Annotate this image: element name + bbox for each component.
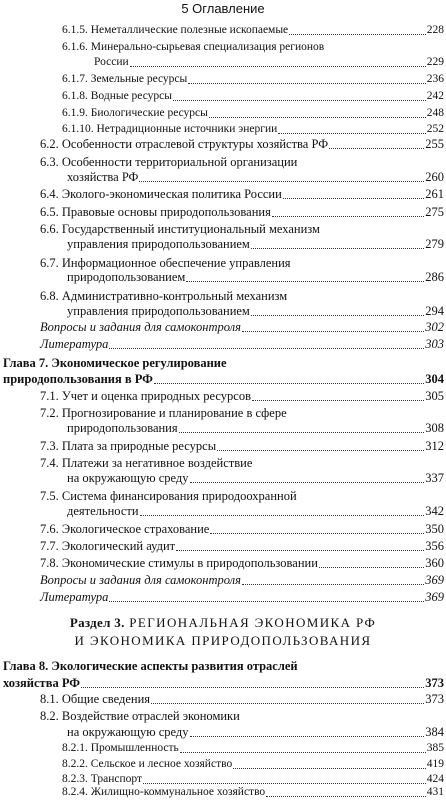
entry-title: Литература — [40, 590, 109, 604]
entry-title: Правовые основы природопользования — [61, 205, 271, 219]
entry-page: 229 — [426, 56, 444, 68]
toc-entry-literature — [40, 590, 444, 605]
entry-number: 8.2.4. — [62, 786, 88, 798]
entry-title: Вопросы и задания для самоконтроля — [40, 573, 241, 587]
toc-entry — [62, 106, 444, 121]
entry-title: Неметаллические полезные ископаемые — [90, 24, 289, 36]
entry-title-cont: на окружающую среду — [67, 471, 189, 485]
entry-page: 255 — [425, 137, 444, 151]
entry-page: 252 — [426, 123, 444, 135]
entry-title: Общие сведения — [61, 692, 151, 706]
toc-entry-continuation — [67, 304, 444, 319]
entry-number: 6.6. — [40, 222, 59, 236]
entry-number: 7.2. — [40, 406, 59, 420]
section-title-line2: И ЭКОНОМИКА ПРИРОДОПОЛЬЗОВАНИЯ — [74, 633, 372, 648]
entry-number: 7.4. — [40, 456, 59, 470]
toc-entry — [40, 205, 444, 220]
entry-page: 431 — [426, 786, 444, 798]
entry-number: 8.2.2. — [62, 758, 88, 770]
entry-title: Экологическое страхование — [61, 522, 210, 536]
entry-page: 305 — [425, 389, 444, 403]
entry-title-cont: природопользования в РФ — [3, 372, 153, 386]
toc-entry — [62, 72, 444, 87]
entry-page: 385 — [426, 742, 444, 754]
toc-entry-continuation — [67, 471, 444, 486]
entry-page: 308 — [425, 421, 444, 435]
toc-entry-continuation — [67, 170, 444, 185]
toc-entry — [40, 539, 444, 554]
entry-number: 8.1. — [40, 692, 59, 706]
toc-entry-continuation — [67, 504, 444, 519]
toc-entry-literature — [40, 337, 444, 352]
entry-page: 384 — [425, 725, 444, 739]
toc-entry — [62, 89, 444, 104]
entry-number: 6.5. — [40, 205, 59, 219]
entry-title: Эколого-экономическая политика России — [61, 187, 282, 201]
entry-number: 6.7. — [40, 256, 59, 270]
entry-page: 312 — [425, 439, 444, 453]
entry-page: 419 — [426, 758, 444, 770]
entry-number: 6.1.9. — [62, 107, 88, 119]
entry-number: 6.2. — [40, 137, 59, 151]
entry-title-cont: деятельности — [67, 504, 139, 518]
entry-title-cont: управления природопользованием — [67, 237, 250, 251]
entry-page: 373 — [425, 692, 444, 706]
entry-page: 337 — [425, 471, 444, 485]
entry-title: Административно-контрольный механизм — [61, 289, 288, 303]
entry-title: Жилищно-коммунальное хозяйство — [90, 786, 266, 798]
entry-number: 7.5. — [40, 489, 59, 503]
entry-title: Информационное обеспечение управления — [61, 256, 291, 270]
entry-title: Сельское и лесное хозяйство — [90, 758, 233, 770]
toc-entry — [62, 40, 324, 55]
toc-entry — [40, 187, 444, 202]
toc-entry — [40, 692, 444, 707]
toc-entry — [62, 23, 444, 38]
page-header: 5 Оглавление — [181, 1, 265, 16]
entry-page: 302 — [425, 320, 444, 334]
entry-title: Прогнозирование и планирование в сфере — [61, 406, 287, 420]
entry-number: 7.6. — [40, 522, 59, 536]
entry-page: 261 — [425, 187, 444, 201]
entry-number: 6.8. — [40, 289, 59, 303]
entry-title: Транспорт — [90, 773, 142, 785]
toc-entry — [40, 155, 297, 170]
entry-page: 303 — [425, 337, 444, 351]
toc-entry — [40, 389, 444, 404]
entry-page: 350 — [425, 522, 444, 536]
entry-title: Особенности территориальной организации — [61, 155, 298, 169]
section-heading-line1 — [0, 614, 446, 631]
section-heading-line2 — [0, 632, 446, 649]
entry-number: 8.2.3. — [62, 773, 88, 785]
toc-entry — [40, 489, 297, 504]
toc-entry — [62, 741, 444, 756]
toc-entry — [40, 522, 444, 537]
toc-entry-questions — [40, 320, 444, 335]
entry-page: 373 — [425, 676, 444, 690]
entry-title: Водные ресурсы — [90, 90, 172, 102]
entry-page: 360 — [425, 556, 444, 570]
entry-title: Промышленность — [90, 742, 179, 754]
toc-entry-continuation — [67, 725, 444, 740]
entry-number: 7.7. — [40, 539, 59, 553]
entry-number: 6.1.6. — [62, 41, 88, 53]
entry-page: 242 — [426, 90, 444, 102]
entry-page: 369 — [425, 573, 444, 587]
entry-page: 424 — [426, 773, 444, 785]
entry-page: 294 — [425, 304, 444, 318]
toc-entry — [62, 785, 444, 800]
entry-title: Нетрадиционные источники энергии — [96, 123, 278, 135]
entry-title: Литература — [40, 337, 109, 351]
entry-number: 6.1.7. — [62, 73, 88, 85]
toc-entry — [40, 456, 252, 471]
toc-entry — [40, 556, 444, 571]
entry-title-cont: хозяйства РФ — [67, 170, 139, 184]
toc-entry — [40, 256, 291, 271]
toc-entry — [40, 406, 287, 421]
section-label: Раздел 3. — [69, 615, 125, 630]
entry-number: 7.3. — [40, 439, 59, 453]
entry-page: 260 — [425, 170, 444, 184]
entry-number: 6.4. — [40, 187, 59, 201]
section-title-line1: РЕГИОНАЛЬНАЯ ЭКОНОМИКА РФ — [129, 615, 377, 630]
entry-title: Вопросы и задания для самоконтроля — [40, 320, 241, 334]
entry-number: 8.2.1. — [62, 742, 88, 754]
entry-title: Система финансирования природоохранной — [61, 489, 297, 503]
entry-page: 369 — [425, 590, 444, 604]
entry-number: 7.8. — [40, 556, 59, 570]
entry-number: 8.2. — [40, 709, 59, 723]
toc-entry — [40, 137, 444, 152]
entry-page: 286 — [425, 270, 444, 284]
entry-page: 342 — [425, 504, 444, 518]
entry-page: 248 — [426, 107, 444, 119]
toc-entry-questions — [40, 573, 444, 588]
chapter-title: Глава 8. Экологические аспекты развития отраслей — [3, 659, 298, 673]
entry-number: 6.1.8. — [62, 90, 88, 102]
toc-entry — [62, 757, 444, 772]
entry-title: Плата за природные ресурсы — [61, 439, 217, 453]
entry-number: 6.1.10. — [62, 123, 94, 135]
entry-page: 356 — [425, 539, 444, 553]
entry-title: Минерально-сырьевая специализация регионов — [90, 41, 325, 53]
entry-title: Экологический аудит — [61, 539, 176, 553]
entry-title: Платежи за негативное воздействие — [61, 456, 253, 470]
entry-number: 7.1. — [40, 389, 59, 403]
toc-entry-continuation — [67, 237, 444, 252]
chapter-title-continuation — [3, 676, 444, 691]
entry-title: Земельные ресурсы — [90, 73, 188, 85]
entry-title-cont: природопользованием — [67, 270, 186, 284]
entry-page: 275 — [425, 205, 444, 219]
chapter-title: Глава 7. Экономическое регулирование — [3, 356, 227, 370]
chapter-title-continuation — [3, 372, 444, 387]
toc-entry-continuation — [67, 421, 444, 436]
entry-page: 228 — [426, 24, 444, 36]
entry-title: Особенности отраслевой структуры хозяйства РФ — [61, 137, 329, 151]
entry-page: 304 — [425, 372, 444, 386]
toc-entry — [40, 709, 240, 724]
entry-title: Воздействие отраслей экономики — [61, 709, 240, 723]
entry-title: Экономические стимулы в природопользовании — [61, 556, 318, 570]
toc-entry — [40, 439, 444, 454]
entry-number: 6.3. — [40, 155, 59, 169]
toc-entry-continuation — [94, 55, 444, 70]
toc-entry-continuation — [67, 270, 444, 285]
entry-title-cont: природопользования — [67, 421, 178, 435]
toc-entry — [62, 122, 444, 137]
toc-entry — [40, 289, 287, 304]
entry-title-cont: управления природопользованием — [67, 304, 250, 318]
entry-title-cont: хозяйства РФ — [3, 676, 80, 690]
entry-title: Биологические ресурсы — [90, 107, 208, 119]
entry-title: Учет и оценка природных ресурсов — [61, 389, 251, 403]
entry-title: Государственный институциональный механизм — [61, 222, 320, 236]
entry-page: 279 — [425, 237, 444, 251]
entry-title-cont: на окружающую среду — [67, 725, 189, 739]
toc-entry — [40, 222, 320, 237]
entry-title-cont: России — [94, 56, 129, 68]
entry-number: 6.1.5. — [62, 24, 88, 36]
entry-page: 236 — [426, 73, 444, 85]
